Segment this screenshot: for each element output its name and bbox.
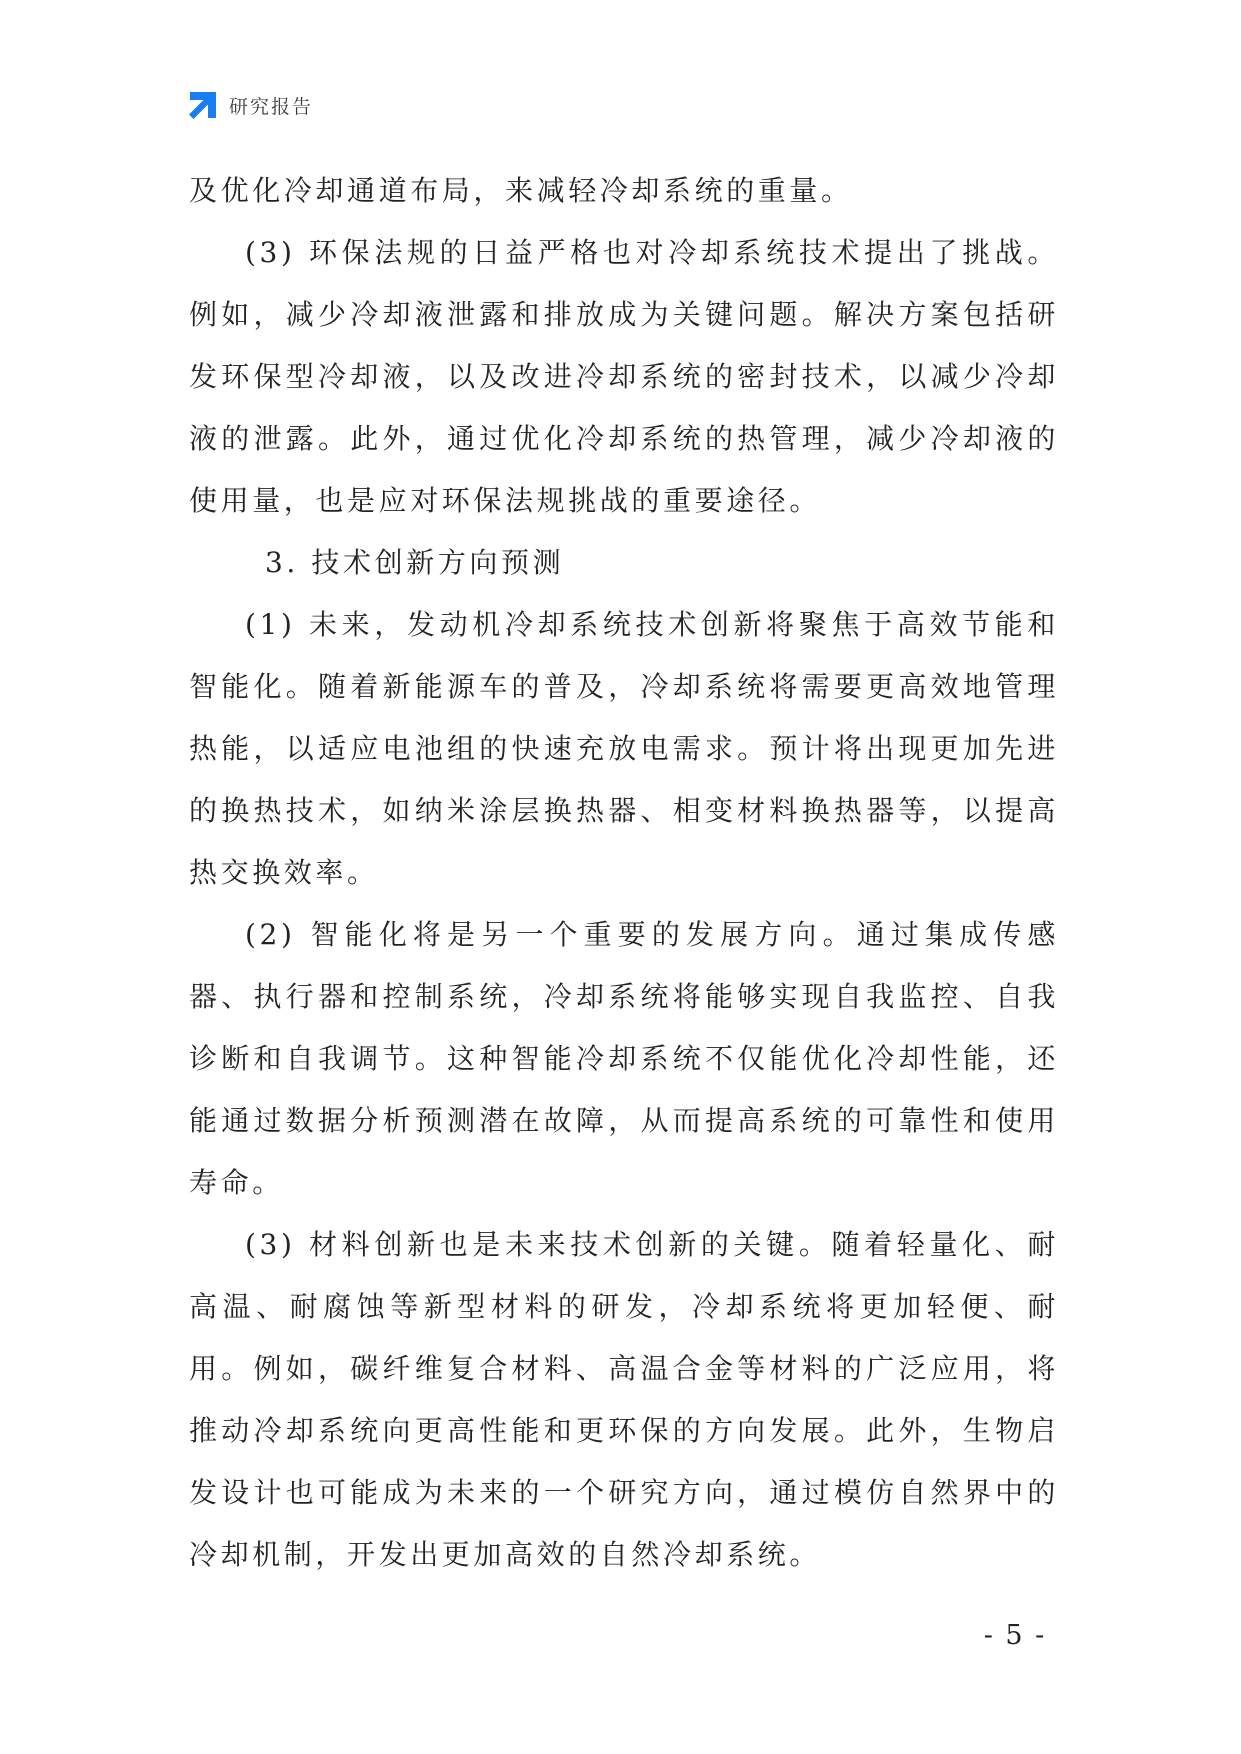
report-header [188, 88, 313, 122]
section-heading: 3. 技术创新方向预测 [265, 546, 565, 579]
page-number: - 5 - [983, 1620, 1047, 1651]
paragraph-intelligent-systems: (2) 智能化将是另一个重要的发展方向。通过集成传感器、执行器和控制系统，冷却系统将能够实现自我监控、自我诊断和自我调节。这种智能冷却系统不仅能优化冷却性能，还能通过数据分析预测潜在故障，从而提高系统的可靠性和使用寿命。 [189, 918, 1059, 1199]
paragraph-efficiency-innovation: (1) 未来，发动机冷却系统技术创新将聚焦于高效节能和智能化。随着新能源车的普及，冷却系统将需要更高效地管理热能，以适应电池组的快速充放电需求。预计将出现更加先进的换热技术，如纳米涂层换热器、相变材料换热器等，以提高热交换效率。 [189, 608, 1059, 889]
paragraph-continued: 及优化冷却通道布局，来减轻冷却系统的重量。 [189, 174, 853, 207]
document-body [189, 160, 1059, 1586]
report-header-title: 研究报告 [229, 95, 314, 118]
paragraph-material-innovation: (3) 材料创新也是未来技术创新的关键。随着轻量化、耐高温、耐腐蚀等新型材料的研发，冷却系统将更加轻便、耐用。例如，碳纤维复合材料、高温合金等材料的广泛应用，将推动冷却系统向更高性能和更环保的方向发展。此外，生物启发设计也可能成为未来的一个研究方向，通过模仿自然界中的冷却机制，开发出更加高效的自然冷却系统。 [189, 1228, 1059, 1571]
paragraph-environmental-regulations: (3) 环保法规的日益严格也对冷却系统技术提出了挑战。例如，减少冷却液泄露和排放成为关键问题。解决方案包括研发环保型冷却液，以及改进冷却系统的密封技术，以减少冷却液的泄露。此外，通过优化冷却系统的热管理，减少冷却液的使用量，也是应对环保法规挑战的重要途径。 [189, 236, 1059, 517]
arrow-up-right-logo-icon [188, 90, 218, 120]
